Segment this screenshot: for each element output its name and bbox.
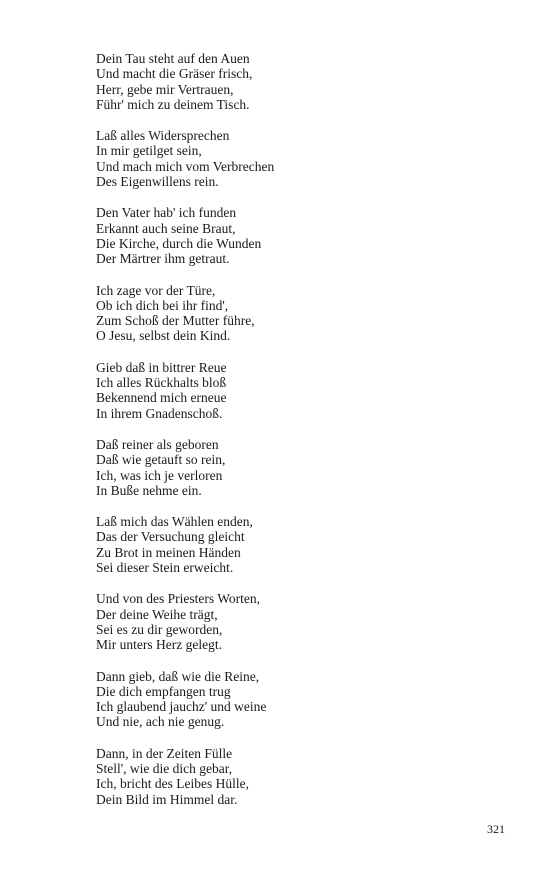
- poem-line: Stell', wie die dich gebar,: [96, 760, 233, 776]
- poem-line: Und mach mich vom Verbrechen: [96, 158, 275, 174]
- poem-line: In Buße nehme ein.: [96, 482, 202, 498]
- poem-line: Daß reiner als geboren: [96, 436, 219, 452]
- poem-line: Herr, gebe mir Vertrauen,: [96, 81, 234, 97]
- poem-line: Der deine Weihe trägt,: [96, 606, 218, 622]
- poem-line: Den Vater hab' ich funden: [96, 205, 237, 221]
- poem-text: [96, 51, 496, 823]
- poem-line: Das der Versuchung gleicht: [96, 529, 245, 545]
- poem-line: Die dich empfangen trug: [96, 683, 231, 699]
- poem-line: Laß alles Widersprechen: [96, 128, 230, 144]
- stanza-7: [96, 514, 496, 575]
- stanza-9: [96, 669, 496, 730]
- poem-line: Gieb daß in bittrer Reue: [96, 359, 227, 375]
- poem-line: Mir unters Herz gelegt.: [96, 637, 222, 653]
- poem-line: Sei dieser Stein erweicht.: [96, 560, 234, 576]
- poem-line: Daß wie getauft so rein,: [96, 452, 226, 468]
- poem-line: Zum Schoß der Mutter führe,: [96, 313, 255, 329]
- poem-line: O Jesu, selbst dein Kind.: [96, 328, 231, 344]
- poem-line: Des Eigenwillens rein.: [96, 174, 219, 190]
- poem-line: In ihrem Gnadenschoß.: [96, 405, 223, 421]
- poem-line: Dein Tau steht auf den Auen: [96, 51, 250, 66]
- poem-line: Der Märtrer ihm getraut.: [96, 251, 230, 267]
- poem-line: Und nie, ach nie genug.: [96, 714, 225, 730]
- poem-line: Zu Brot in meinen Händen: [96, 544, 241, 560]
- stanza-2: [96, 128, 496, 189]
- stanza-5: [96, 360, 496, 421]
- poem-line: Sei es zu dir geworden,: [96, 621, 223, 637]
- page-number: 321: [487, 822, 505, 836]
- stanza-3: [96, 205, 496, 266]
- poem-line: Und von des Priesters Worten,: [96, 591, 261, 607]
- poem-line: Und macht die Gräser frisch,: [96, 66, 253, 82]
- poem-line: Bekennend mich erneue: [96, 390, 227, 406]
- poem-line: Führ' mich zu deinem Tisch.: [96, 96, 250, 112]
- poem-line: Ich glaubend jauchz' und weine: [96, 699, 267, 715]
- poem-line: Dann, in der Zeiten Fülle: [96, 745, 233, 761]
- poem-line: Dann gieb, daß wie die Reine,: [96, 668, 260, 684]
- poem-line: Ich alles Rückhalts bloß: [96, 375, 227, 391]
- stanza-4: [96, 283, 496, 344]
- poem-line: Ich, was ich je verloren: [96, 467, 223, 483]
- poem-line: Ich, bricht des Leibes Hülle,: [96, 776, 249, 792]
- poem-line: In mir getilget sein,: [96, 143, 202, 159]
- poem-line: Die Kirche, durch die Wunden: [96, 235, 262, 251]
- poem-line: Dein Bild im Himmel dar.: [96, 791, 238, 807]
- stanza-1: [96, 51, 496, 112]
- poem-line: Ich zage vor der Türe,: [96, 282, 216, 298]
- poem-line: Erkannt auch seine Braut,: [96, 220, 236, 236]
- stanza-10: [96, 746, 496, 807]
- poem-line: Laß mich das Wählen enden,: [96, 514, 253, 530]
- stanza-8: [96, 591, 496, 652]
- stanza-6: [96, 437, 496, 498]
- poem-line: Ob ich dich bei ihr find',: [96, 297, 229, 313]
